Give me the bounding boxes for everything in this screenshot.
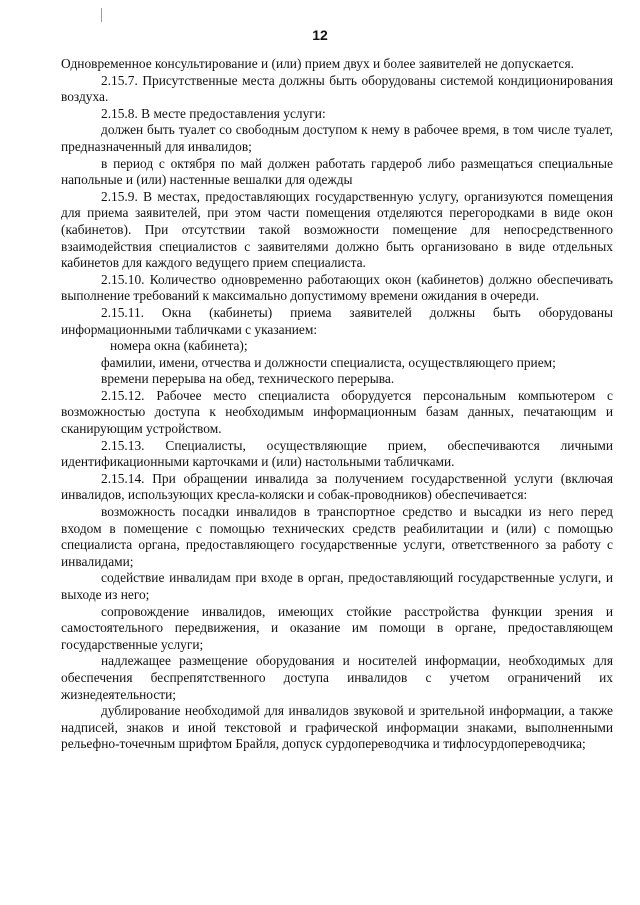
paragraph-2-15-9: 2.15.9. В местах, предоставляющих государственную услугу, организуются помещения для приема заявителей, при этом части помещения отделяются перегородками в виде окон (кабинетов). При отсутствии такой возможности помещение для непосредственного взаимодействия специалистов с заявителями должно быть организовано в виде отдельных кабинетов для каждого ведущего прием специалиста. — [61, 188, 613, 271]
item-toilet: должен быть туалет со свободным доступом к нему в рабочее время, в том числе туалет, предназначенный для инвалидов; — [61, 122, 613, 154]
paragraph-2-15-13: 2.15.13. Специалисты, осуществляющие прием, обеспечиваются личными идентификационными карточками и (или) настольными табличками. — [61, 437, 613, 470]
document-body — [61, 56, 613, 753]
paragraph-2-15-11: 2.15.11. Окна (кабинеты) приема заявителей должны быть оборудованы информационными табличками с указанием: — [61, 304, 613, 337]
item-cloakroom: в период с октября по май должен работать гардероб либо размещаться специальные напольные и (или) настенные вешалки для одежды — [61, 155, 613, 188]
paragraph-2-15-14: 2.15.14. При обращении инвалида за получением государственной услуги (включая инвалидов, использующих кресла-коляски и собак-проводников) обеспечивается: — [61, 470, 613, 503]
item-information-duplication: дублирование необходимой для инвалидов звуковой и зрительной информации, а также надписей, знаков и иной текстовой и графической информации знаками, выполненными рельефно-точечным шрифтом Брайля, допуск сурдопереводчика и тифлосурдопереводчика; — [61, 703, 613, 752]
item-vehicle-boarding: возможность посадки инвалидов в транспортное средство и высадки из него перед входом в помещение с помощью технических средств реабилитации и (или) с помощью специалиста органа, предоставляющего государственные услуги, ответственного за работу с инвалидами; — [61, 504, 613, 569]
item-entry-assistance: содействие инвалидам при входе в орган, предоставляющий государственные услуги, и выходе из него; — [61, 570, 613, 602]
paragraph-2-15-7: 2.15.7. Присутственные места должны быть оборудованы системой кондиционирования воздуха. — [61, 72, 613, 105]
paragraph-2-15-12: 2.15.12. Рабочее место специалиста оборудуется персональным компьютером с возможностью доступа к необходимым информационным базам данных, печатающим и сканирующим устройством. — [61, 387, 613, 437]
item-equipment-placement: надлежащее размещение оборудования и носителей информации, необходимых для обеспечения беспрепятственного доступа инвалидов с учетом ограничений их жизнедеятельности; — [61, 653, 613, 702]
item-specialist-name: фамилии, имени, отчества и должности специалиста, осуществляющего прием; — [101, 354, 556, 370]
item-escort: сопровождение инвалидов, имеющих стойкие расстройства функции зрения и самостоятельного передвижения, и оказание им помощи в органе, предоставляющем государственные услуги; — [61, 603, 613, 652]
item-window-number: номера окна (кабинета); — [110, 338, 248, 354]
paragraph-2-15-10: 2.15.10. Количество одновременно работающих окон (кабинетов) должно обеспечивать выполнение требований к максимально допустимому времени ожидания в очереди. — [61, 271, 613, 304]
page-number: 12 — [312, 27, 328, 43]
scan-margin-mark — [101, 8, 102, 22]
item-break-time: времени перерыва на обед, технического перерыва. — [101, 371, 395, 387]
paragraph-2-15-8: 2.15.8. В месте предоставления услуги: — [101, 105, 326, 121]
paragraph-consultation: Одновременное консультирование и (или) прием двух и более заявителей не допускается. — [61, 56, 574, 71]
